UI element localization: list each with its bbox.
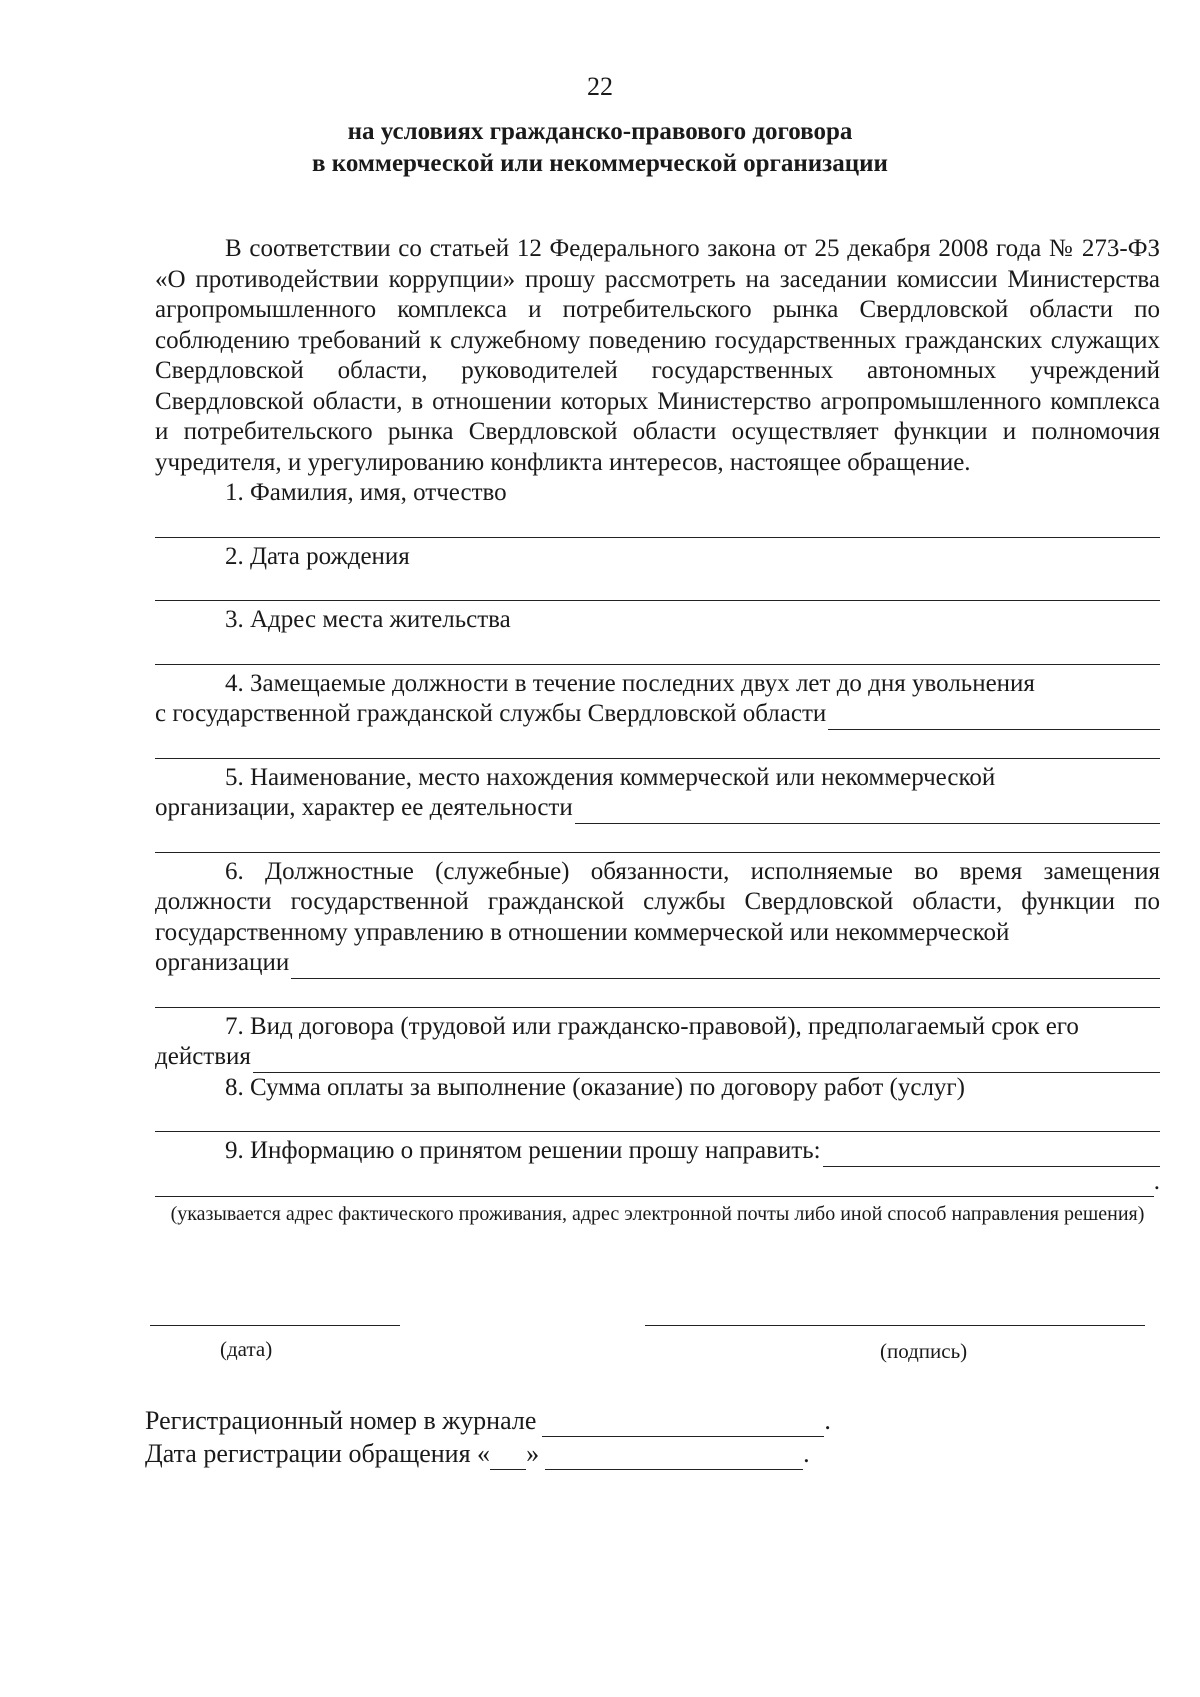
- registration-number-label: Регистрационный номер в журнале: [145, 1406, 537, 1435]
- item-organization: [155, 763, 1160, 853]
- item-5-row: [155, 793, 1160, 824]
- organization-field[interactable]: [155, 824, 1160, 853]
- decision-field-inline[interactable]: [823, 1142, 1160, 1167]
- title-line-1: на условиях гражданско-правового договора: [347, 118, 853, 145]
- item-7-label-cont: действия: [155, 1043, 251, 1070]
- item-4-label: 4. Замещаемые должности в течение последних двух лет до дня увольнения: [225, 669, 1035, 697]
- item-9-row: [155, 1136, 1160, 1167]
- payment-field[interactable]: [155, 1103, 1160, 1132]
- registration-block: [145, 1404, 831, 1470]
- item-4-row: [155, 699, 1160, 730]
- registration-date-label: Дата регистрации обращения «: [145, 1439, 491, 1468]
- item-6-label-cont: организации: [155, 949, 290, 976]
- item-7-label: 7. Вид договора (трудовой или гражданско-правовой), предполагаемый срок его: [225, 1012, 1079, 1040]
- positions-field-inline[interactable]: [828, 705, 1160, 730]
- intro-paragraph: В соответствии со статьей 12 Федерального закона от 25 декабря 2008 года № 273-ФЗ «О противодействии коррупции» прошу рассмотреть на заседании комиссии Министерства агропромышленного комплекса и потребительского рынка Свердловской области по соблюдению требований к служебному поведению государственных гражданских служащих Свердловской области, руководителей государственных автономных учреждений Свердловской области, в отношении которых Министерство агропромышленного комплекса и потребительского рынка Свердловской области осуществляет функции и полномочия учредителя, и урегулированию конфликта интересов, настоящее обращение.: [155, 235, 1160, 476]
- registration-date-row: [145, 1437, 831, 1470]
- item-4-label-cont: с государственной гражданской службы Свердловской области: [155, 700, 827, 727]
- registration-date-field[interactable]: [545, 1447, 803, 1470]
- item-duties: [155, 857, 1160, 1008]
- item-8-label: 8. Сумма оплаты за выполнение (оказание) по договору работ (услуг): [225, 1073, 966, 1101]
- decision-note: (указывается адрес фактического проживания, адрес электронной почты либо иной способ направления решения): [170, 1203, 1145, 1225]
- registration-date-close: »: [526, 1439, 540, 1468]
- registration-number-end: .: [824, 1406, 831, 1435]
- signature-caption: (подпись): [880, 1339, 968, 1363]
- registration-number-row: [145, 1404, 831, 1437]
- item-payment: [155, 1073, 1160, 1133]
- page-number: 22: [587, 72, 613, 101]
- full-name-field[interactable]: [155, 509, 1160, 538]
- positions-field[interactable]: [155, 730, 1160, 759]
- decision-field[interactable]: [155, 1172, 1154, 1197]
- registration-date-end: .: [803, 1439, 810, 1468]
- item-6-row: [155, 948, 1160, 979]
- signature-field[interactable]: [645, 1325, 1145, 1326]
- item-3-label: 3. Адрес места жительства: [225, 606, 511, 633]
- item-contract-type: [155, 1012, 1160, 1073]
- duties-field[interactable]: [155, 979, 1160, 1008]
- address-field[interactable]: [155, 636, 1160, 665]
- item-positions: [155, 669, 1160, 759]
- item-7-row: [155, 1042, 1160, 1073]
- item-9-row-2: [155, 1167, 1160, 1198]
- duties-field-inline[interactable]: [291, 954, 1160, 979]
- organization-field-inline[interactable]: [575, 799, 1160, 824]
- decision-period: .: [1153, 1167, 1160, 1195]
- date-caption: (дата): [220, 1337, 273, 1361]
- form-body: [155, 234, 1160, 1227]
- item-decision: [155, 1136, 1160, 1227]
- item-address: [155, 605, 1160, 665]
- birth-date-field[interactable]: [155, 572, 1160, 601]
- registration-number-field[interactable]: [542, 1414, 824, 1437]
- title-line-2: в коммерческой или некоммерческой организации: [312, 150, 888, 177]
- item-full-name: [155, 478, 1160, 538]
- contract-type-field[interactable]: [253, 1048, 1160, 1073]
- item-9-label: 9. Информацию о принятом решении прошу направить:: [225, 1137, 821, 1164]
- item-2-label: 2. Дата рождения: [225, 542, 410, 570]
- item-1-label: 1. Фамилия, имя, отчество: [225, 479, 507, 506]
- signature-area: [150, 1325, 1160, 1385]
- item-6-label: 6. Должностные (служебные) обязанности, исполняемые во время замещения должности государственной гражданской службы Свердловской области, функции по государственному управлению в отношении коммерческой или некоммерческой: [155, 857, 1160, 946]
- item-5-label: 5. Наименование, место нахождения коммерческой или некоммерческой: [225, 763, 996, 791]
- item-5-label-cont: организации, характер ее деятельности: [155, 794, 573, 821]
- document-title: [0, 116, 1200, 180]
- registration-day-field[interactable]: [490, 1447, 526, 1470]
- date-sign-field[interactable]: [150, 1325, 400, 1326]
- item-birth-date: [155, 542, 1160, 602]
